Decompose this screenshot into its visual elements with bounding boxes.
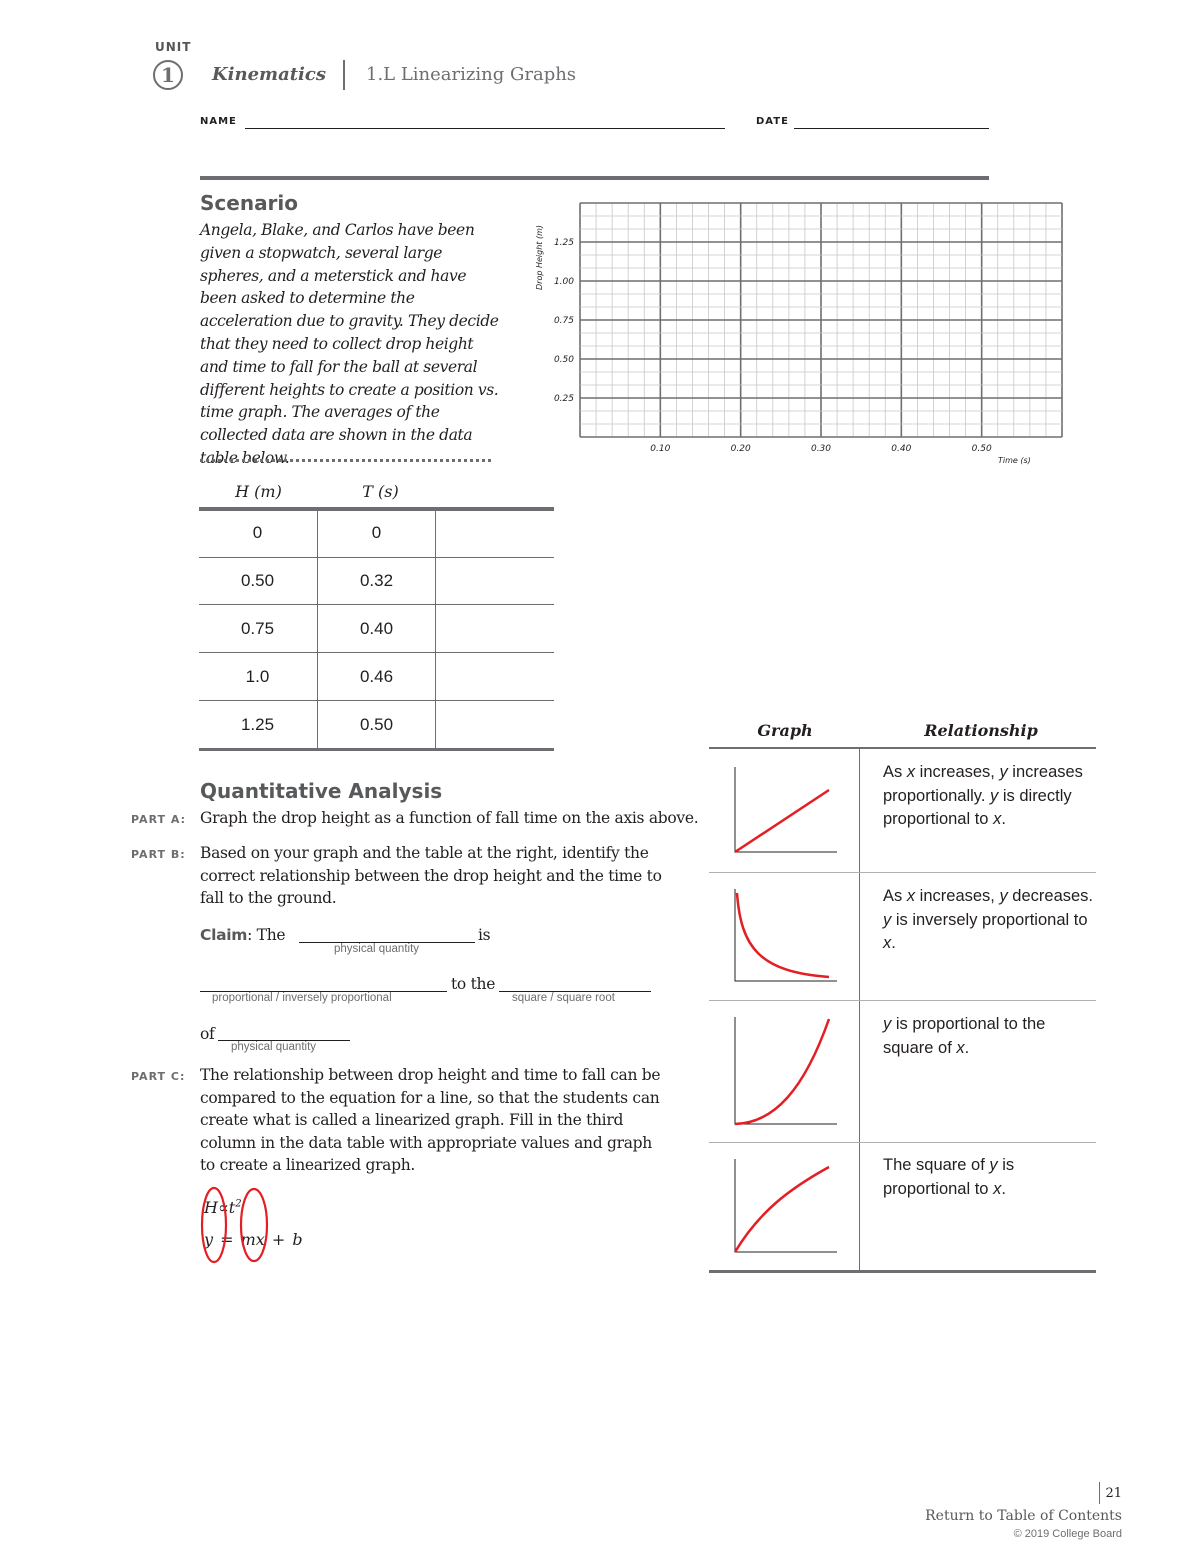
return-to-toc-link[interactable]: Return to Table of Contents: [925, 1508, 1122, 1524]
linear-curve: [735, 790, 829, 852]
relationship-text-part: x: [906, 887, 916, 905]
relationship-text-part: decreases.: [1007, 887, 1094, 905]
square-curve: [735, 1019, 829, 1124]
footer-divider: [1099, 1482, 1100, 1504]
name-label: NAME: [200, 116, 237, 127]
caption-proportional: proportional / inversely proportional: [212, 992, 392, 1004]
x-tick-label: 0.30: [810, 444, 832, 454]
name-field[interactable]: [245, 128, 725, 129]
third-column-input[interactable]: [436, 605, 554, 652]
relationship-text-part: y: [999, 763, 1008, 781]
third-column-input[interactable]: [436, 653, 554, 700]
analysis-heading: Quantitative Analysis: [200, 779, 443, 803]
graph-grid: [580, 203, 1062, 437]
axes: [735, 1017, 837, 1124]
page-number: 21: [1105, 1486, 1122, 1501]
relationship-text-part: .: [1001, 1179, 1006, 1198]
part-b-label: PART B:: [131, 848, 186, 861]
relationship-text-part: .: [964, 1038, 970, 1057]
to-the: to the: [451, 975, 496, 993]
rel-table-col-divider: [859, 749, 860, 1270]
relationship-text-part: x: [993, 1179, 1002, 1198]
inverse-curve: [737, 893, 829, 977]
claim-label: Claim: [200, 926, 248, 944]
relationship-text-square: [883, 1013, 1093, 1060]
table-cell: 0.50: [240, 571, 275, 590]
section-rule: [200, 176, 989, 180]
caption-square: square / square root: [512, 992, 615, 1004]
eq-t: t: [228, 1198, 236, 1217]
drop-height-graph[interactable]: [530, 195, 1070, 475]
relationship-text-part: .: [1001, 810, 1006, 828]
y-axis-label: Drop Height (m): [535, 225, 544, 290]
rel-table-top-rule: [709, 747, 1096, 749]
scenario-heading: Scenario: [200, 191, 299, 215]
part-c-text: The relationship between drop height and time to fall can be compared to the equation for a line, so that the students can create what is called a linearized graph. Fill in the third column in the data table with appropriate values and graph to create a linearized graph.: [200, 1066, 661, 1174]
unit-number-badge: 1: [153, 60, 183, 90]
claim-the: : The: [247, 926, 286, 944]
relationship-text-part: x: [993, 810, 1002, 828]
table-cell: 0.46: [359, 667, 394, 686]
relationship-text-part: x: [883, 934, 892, 952]
relationship-table: [709, 747, 1096, 1274]
table-cell: 0.40: [359, 619, 394, 638]
claim-line: [200, 924, 285, 947]
relationship-text-part: y: [989, 1156, 998, 1174]
table-cell: 1.25: [240, 715, 275, 734]
x-tick-label: 0.10: [650, 444, 671, 454]
third-column-input[interactable]: [436, 511, 554, 557]
header-divider: [343, 60, 345, 90]
y-tick-label: 1.25: [553, 238, 574, 248]
relationship-text-part: y: [883, 910, 892, 929]
third-column-input[interactable]: [436, 558, 554, 604]
relationship-text-part: increases,: [915, 887, 1000, 905]
y-tick-label: 0.50: [553, 355, 574, 365]
sqrt-curve: [735, 1167, 829, 1252]
axes: [735, 767, 837, 852]
graph-square: [729, 1015, 844, 1130]
relationship-text-part: As: [883, 763, 907, 781]
x-tick-label: 0.20: [730, 444, 751, 454]
col-header-graph: Graph: [757, 721, 813, 740]
table-cell: 0.75: [240, 619, 275, 638]
part-a-text: Graph the drop height as a function of fall time on the axis above.: [200, 809, 699, 827]
relationship-text-part: is proportional to the square of: [883, 1015, 1046, 1057]
relationship-text-part: x: [956, 1038, 965, 1057]
col-header-h: H (m): [235, 482, 282, 501]
part-c-label: PART C:: [131, 1070, 186, 1083]
table-cell: 0.32: [359, 571, 394, 590]
table-cell: 0: [371, 523, 382, 542]
red-circle-annotation: [202, 1188, 226, 1262]
rel-table-row-divider: [709, 1000, 1096, 1001]
relationship-text-part: The square of: [883, 1156, 990, 1174]
relationship-text-part: increases,: [915, 763, 1000, 781]
x-axis-label: Time (s): [998, 456, 1031, 465]
rel-table-row-divider: [709, 872, 1096, 873]
table-cell: 1.0: [245, 667, 270, 686]
relationship-text-inverse: [883, 885, 1093, 956]
graph-inverse: [729, 887, 844, 987]
relationship-text-part: y: [883, 1015, 892, 1033]
relationship-text-part: x: [906, 763, 916, 781]
dotted-divider: [200, 459, 491, 462]
eq-h: H: [204, 1198, 218, 1217]
red-circle-annotation: [241, 1189, 267, 1261]
date-field[interactable]: [794, 128, 989, 129]
caption-physical-quantity: physical quantity: [334, 943, 420, 955]
of-word: of: [200, 1025, 215, 1043]
y-tick-label: 1.00: [553, 277, 574, 287]
y-tick-label: 0.25: [553, 394, 574, 404]
x-tick-label: 0.40: [891, 444, 912, 454]
x-tick-label: 0.50: [971, 444, 992, 454]
third-column-input[interactable]: [436, 701, 554, 748]
equation-line: y = mx + b: [204, 1230, 303, 1249]
table-bottom-rule: [199, 748, 554, 751]
y-tick-label: 0.75: [553, 316, 574, 326]
y-tick-labels: [554, 238, 574, 404]
scenario-text: Angela, Blake, and Carlos have been given a stopwatch, several large spheres, and a meterstick and have been asked to determine the acceleration due to gravity. They decide that they need to collect drop height and time to fall for the ball at several different heights to create a position vs. time graph. The averages of the collected data are shown in the data table below.: [200, 221, 499, 467]
x-tick-labels: [650, 444, 992, 454]
relationship-text-part: y: [999, 887, 1008, 905]
rel-table-bottom-rule: [709, 1270, 1096, 1273]
date-label: DATE: [756, 116, 789, 127]
eq-prop: ∝: [217, 1198, 229, 1217]
table-cell: 0: [252, 523, 263, 542]
relationship-text-part: increases proportionally.: [883, 763, 1083, 805]
relationship-text-part: is proportional to: [883, 1156, 1015, 1198]
lesson-title: 1.L Linearizing Graphs: [366, 64, 577, 85]
relationship-text-sqrt: [883, 1154, 1093, 1201]
relationship-text-part: is inversely proportional to: [891, 910, 1088, 929]
claim-is: is: [478, 926, 491, 944]
relationship-text-linear: [883, 761, 1093, 832]
axes: [735, 1159, 837, 1252]
caption-physical-quantity-2: physical quantity: [231, 1041, 317, 1053]
part-a-label: PART A:: [131, 813, 186, 826]
table-cell: 0.50: [359, 715, 394, 734]
relationship-text-part: y: [990, 786, 999, 805]
copyright: © 2019 College Board: [1013, 1528, 1122, 1540]
red-circle-annotations: [196, 1185, 276, 1270]
data-table: [199, 507, 554, 750]
eq-exp: 2: [235, 1198, 242, 1210]
axes: [735, 889, 837, 981]
unit-title: Kinematics: [212, 64, 326, 85]
relationship-text-part: .: [891, 934, 896, 952]
relationship-text-part: is directly proportional to: [883, 786, 1072, 828]
part-b-text: Based on your graph and the table at the right, identify the correct relationship between the drop height and the time to fall to the ground.: [200, 844, 662, 907]
graph-linear: [729, 763, 844, 858]
col-header-t: T (s): [362, 482, 399, 501]
relationship-text-part: As: [883, 887, 907, 905]
graph-sqrt: [729, 1157, 844, 1257]
rel-table-row-divider: [709, 1142, 1096, 1143]
col-header-relationship: Relationship: [924, 721, 1038, 740]
unit-label: UNIT: [155, 40, 192, 54]
